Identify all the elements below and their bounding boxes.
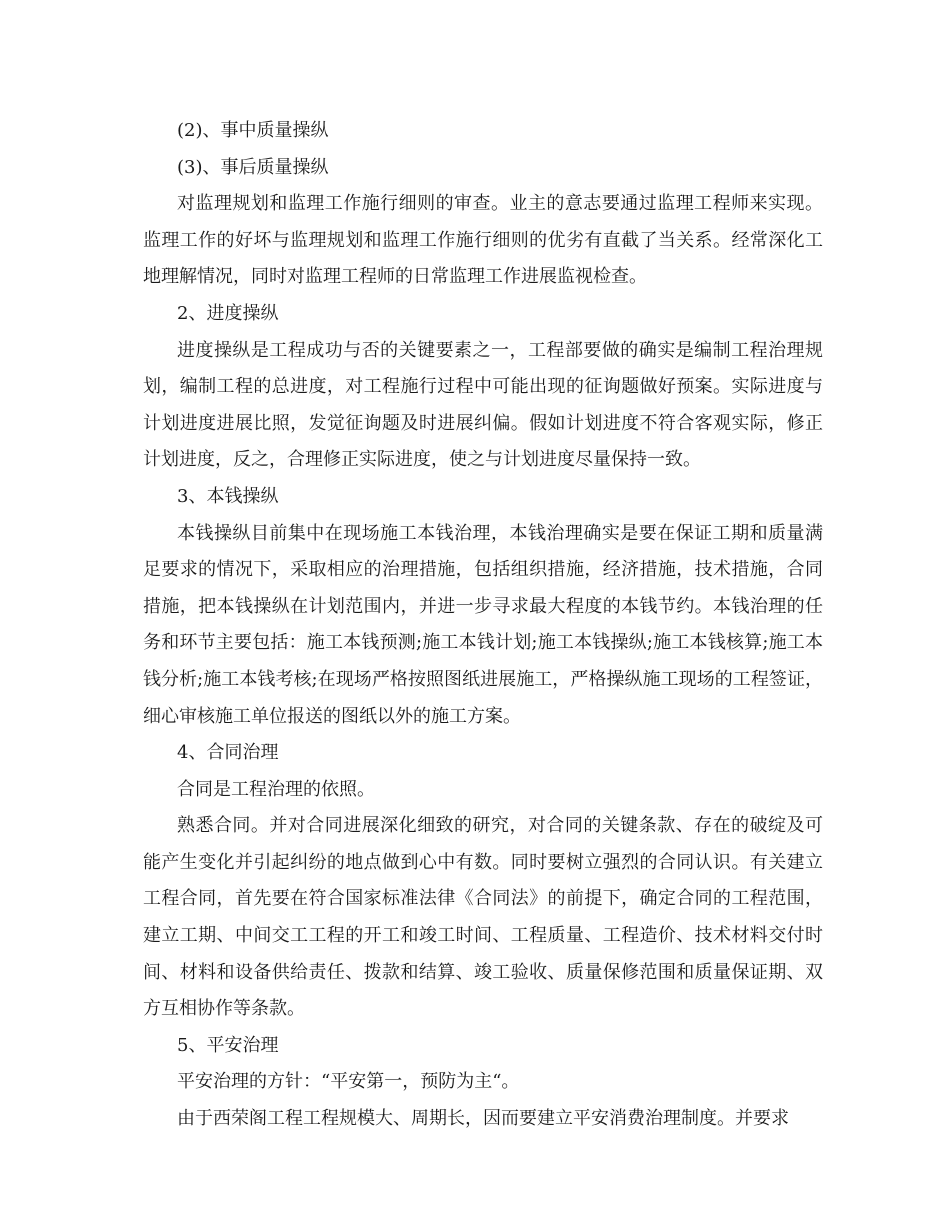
- paragraph-contract-basis: 合同是工程治理的依照。: [177, 778, 375, 800]
- sub-item-quality-during: (2)、事中质量操纵: [177, 120, 329, 141]
- paragraph-cost-control: 本钱操纵目前集中在现场施工本钱治理，本钱治理确实是要在保证工期和质量满足要求的情况下，采取相应的治理措施，包括组织措施，经济措施，技术措施，合同措施，把本钱操纵在计划范围内，并进一步寻求最大程度的本钱节约。本钱治理的任务和环节主要包括：施工本钱预测;施工本钱计划;施工本钱操纵;施工本钱核算;施工本钱分析;施工本钱考核;在现场严格按照图纸进展施工，严格操纵施工现场的工程签证，细心审核施工单位报送的图纸以外的施工方案。: [143, 522, 823, 727]
- paragraph-supervision-review: 对监理规划和监理工作施行细则的审查。业主的意志要通过监理工程师来实现。监理工作的好坏与监理规划和监理工作施行细则的优劣有直截了当关系。经常深化工地理解情况，同时对监理工程师的日常监理工作进展监视检查。: [143, 193, 823, 288]
- section-heading-cost-control: 3、本钱操纵: [177, 485, 279, 507]
- section-heading-safety-management: 5、平安治理: [177, 1034, 279, 1056]
- section-heading-contract-management: 4、合同治理: [177, 742, 279, 764]
- paragraph-contract-details: 熟悉合同。并对合同进展深化细致的研究，对合同的关键条款、存在的破绽及可能产生变化并引起纠纷的地点做到心中有数。同时要树立强烈的合同认识。有关建立工程合同，首先要在符合国家标准法律《合同法》的前提下，确定合同的工程范围，建立工期、中间交工工程的开工和竣工时间、工程质量、工程造价、技术材料交付时间、材料和设备供给责任、拨款和结算、竣工验收、质量保修范围和质量保证期、双方互相协作等条款。: [143, 815, 823, 1020]
- paragraph-safety-system: 由于西荣阁工程工程规模大、周期长，因而要建立平安消费治理制度。并要求: [177, 1108, 789, 1130]
- paragraph-schedule-control: 进度操纵是工程成功与否的关键要素之一，工程部要做的确实是编制工程治理规划，编制工程的总进度，对工程施行过程中可能出现的征询题做好预案。实际进度与计划进度进展比照，发觉征询题及时进展纠偏。假如计划进度不符合客观实际，修正计划进度，反之，合理修正实际进度，使之与计划进度尽量保持一致。: [143, 339, 823, 471]
- document-body: [143, 113, 823, 1138]
- paragraph-safety-policy: 平安治理的方针：“平安第一，预防为主“。: [177, 1071, 520, 1093]
- section-heading-schedule-control: 2、进度操纵: [177, 302, 279, 324]
- sub-item-quality-after: (3)、事后质量操纵: [177, 156, 329, 178]
